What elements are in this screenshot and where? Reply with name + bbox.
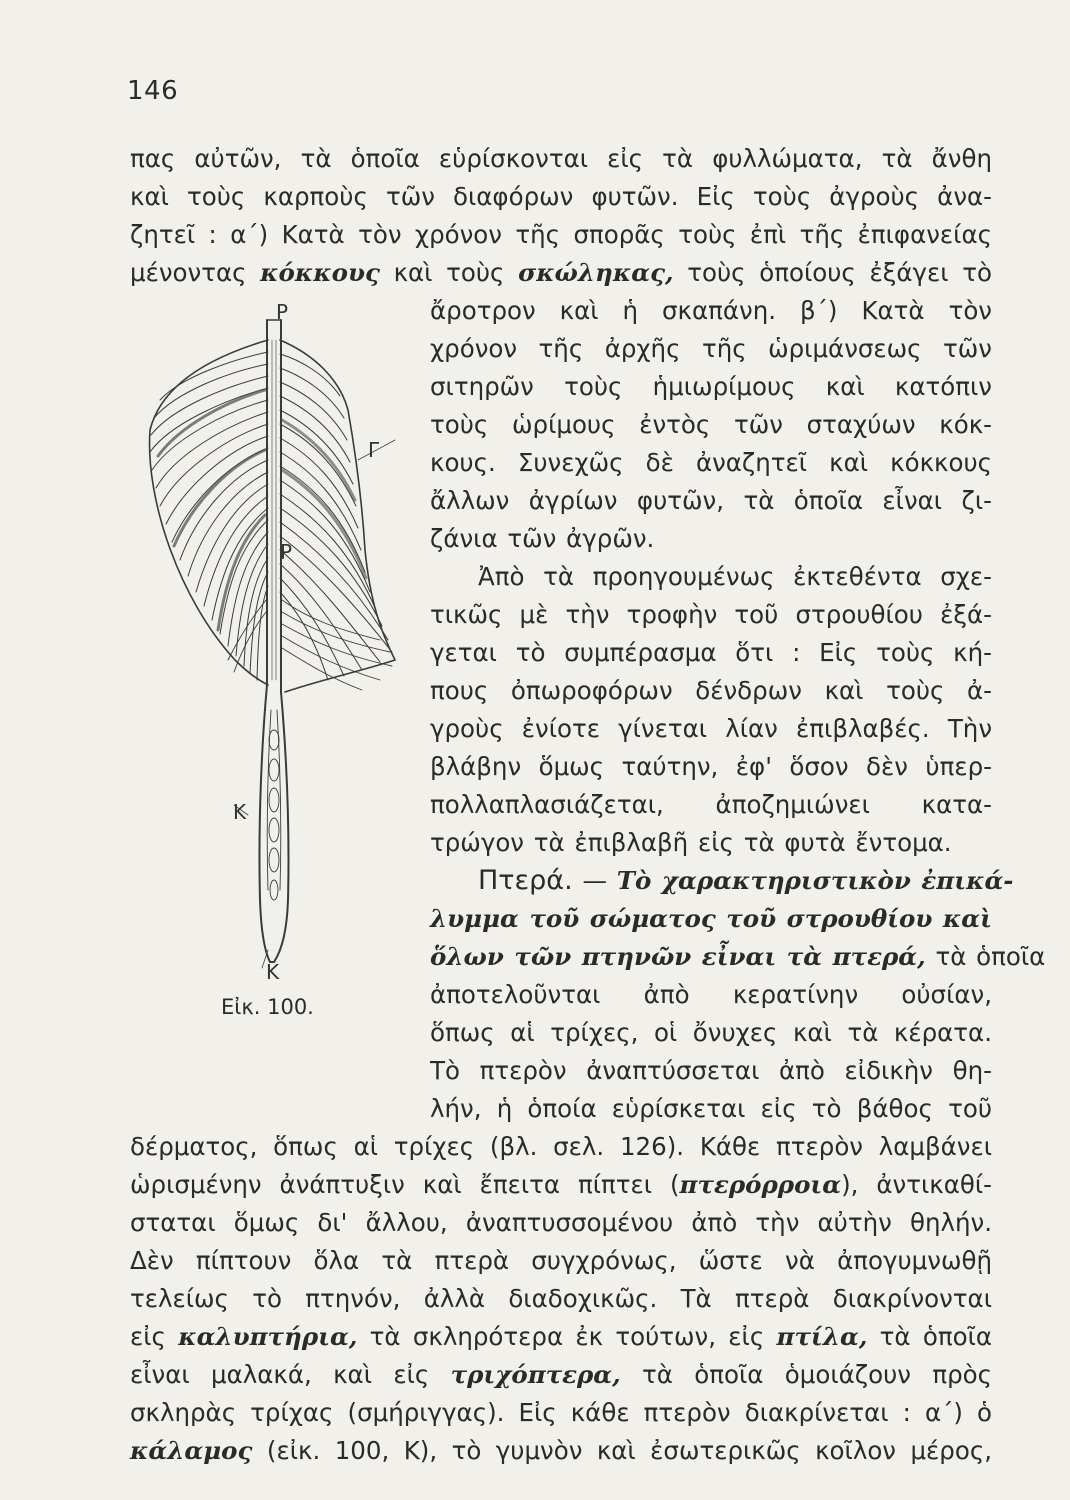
figure-caption: Εἰκ. 100. <box>221 995 314 1019</box>
text-line: Ἀπὸ τὰ προηγουμένως ἐκτεθέντα σχε- <box>478 562 992 591</box>
text-line: σιτηρῶν τοὺς ἡμιωρίμους καὶ κατόπιν <box>430 372 992 401</box>
emphasized-term: πτίλα, <box>776 1322 868 1351</box>
emphasized-term: σκώληκας, <box>518 258 674 287</box>
text-line: κους. Συνεχῶς δὲ ἀναζητεῖ καὶ κόκκους <box>430 448 992 477</box>
text-line: Δὲν πίπτουν ὅλα τὰ πτερὰ συγχρόνως, ὥστε νὰ ἀπογυμνωθῇ <box>130 1246 992 1275</box>
text-line: τοὺς ὡρίμους ἐντὸς τῶν σταχύων κόκ- <box>430 410 992 439</box>
text-line: καὶ τοὺς καρποὺς τῶν διαφόρων φυτῶν. Εἰς τοὺς ἀγροὺς ἀνα- <box>130 182 992 211</box>
section-heading-line: Πτερά. — Τὸ χαρακτηριστικὸν ἐπικά- <box>478 865 1014 896</box>
text-line: πους ὀπωροφόρων δένδρων καὶ τοὺς ἀ- <box>430 676 992 705</box>
text-line: σκληρὰς τρίχας (σμήριγγας). Εἰς κάθε πτερὸν διακρίνεται : α΄) ὁ <box>130 1398 992 1427</box>
section-heading: Πτερά. <box>478 865 573 896</box>
emphasized-term: πτερόρροια <box>679 1170 842 1199</box>
emphasized-term: κάλαμος <box>130 1436 253 1465</box>
text-line: ἄροτρον καὶ ἡ σκαπάνη. β΄) Κατὰ τὸν <box>430 296 992 325</box>
text-line: μένοντας κόκκους καὶ τοὺς σκώληκας, τοὺς ὁποίους ἐξάγει τὸ <box>130 258 992 287</box>
text-line: γροὺς ἐνίοτε γίνεται λίαν ἐπιβλαβές. Τὴν <box>430 714 992 743</box>
text-line: κάλαμος (εἰκ. 100, Κ), τὸ γυμνὸν καὶ ἐσωτερικῶς κοῖλον μέρος, <box>130 1436 992 1465</box>
text-line: ἄλλων ἀγρίων φυτῶν, τὰ ὁποῖα εἶναι ζι- <box>430 486 992 515</box>
emphasized-term: καλυπτήρια, <box>178 1322 358 1351</box>
feather-figure <box>140 300 420 990</box>
text-line: ζάνια τῶν ἀγρῶν. <box>430 524 655 553</box>
figure-label-kappa-left: Κ <box>233 800 247 824</box>
figure-label-rho-top: Ρ <box>276 300 289 324</box>
text-line: σταται ὅμως δι' ἄλλου, ἀναπτυσσομένου ἀπὸ τὴν αὐτὴν θηλήν. <box>130 1208 992 1237</box>
figure-label-rho-mid: Ρ <box>280 540 293 564</box>
text-line: ὅλων τῶν πτηνῶν εἶναι τὰ πτερά, τὰ ὁποῖα <box>430 942 1046 971</box>
text-line: δέρματος, ὅπως αἱ τρίχες (βλ. σελ. 126). Κάθε πτερὸν λαμβάνει <box>130 1132 992 1161</box>
emphasized-term: ὅλων τῶν πτηνῶν εἶναι τὰ πτερά, <box>430 942 926 971</box>
text-line: πολλαπλασιάζεται, ἀποζημιώνει κατα- <box>430 790 992 819</box>
text-line: εἰς καλυπτήρια, τὰ σκληρότερα ἐκ τούτων, εἰς πτίλα, τὰ ὁποῖα <box>130 1322 993 1351</box>
text-line: γεται τὸ συμπέρασμα ὅτι : Εἰς τοὺς κή- <box>430 638 992 667</box>
emphasized-term: Τὸ χαρακτηριστικὸν ἐπικά- <box>616 866 1014 895</box>
emphasized-term: τριχόπτερα, <box>450 1360 621 1389</box>
text-line: τρώγον τὰ ἐπιβλαβῆ εἰς τὰ φυτὰ ἔντομα. <box>430 828 952 857</box>
page-number: 146 <box>127 76 179 106</box>
text-line: χρόνον τῆς ἀρχῆς τῆς ὡριμάνσεως τῶν <box>430 334 992 363</box>
text-line: ἀποτελοῦνται ἀπὸ κερατίνην οὐσίαν, <box>430 980 992 1009</box>
emphasized-term: λυμμα τοῦ σώματος τοῦ στρουθίου καὶ <box>430 904 992 933</box>
text-line: πας αὐτῶν, τὰ ὁποῖα εὑρίσκονται εἰς τὰ φυλλώματα, τὰ ἄνθη <box>130 144 992 173</box>
text-line: ὡρισμένην ἀνάπτυξιν καὶ ἔπειτα πίπτει (πτερόρροια), ἀντικαθί- <box>130 1170 992 1199</box>
emphasized-term: κόκκους <box>260 258 380 287</box>
text-line: ὅπως αἱ τρίχες, οἱ ὄνυχες καὶ τὰ κέρατα. <box>430 1018 992 1047</box>
text-line: βλάβην ὅμως ταύτην, ἐφ' ὅσον δὲν ὑπερ- <box>430 752 992 781</box>
text-line: τελείως τὸ πτηνόν, ἀλλὰ διαδοχικῶς. Τὰ πτερὰ διακρίνονται <box>130 1284 992 1313</box>
text-line: εἶναι μαλακά, καὶ εἰς τριχόπτερα, τὰ ὁποῖα ὁμοιάζουν πρὸς <box>130 1360 992 1389</box>
figure-label-kappa-bottom: Κ <box>266 960 280 984</box>
figure-label-gamma: Γ <box>368 438 380 462</box>
text-line: τικῶς μὲ τὴν τροφὴν τοῦ στρουθίου ἐξά- <box>430 600 992 629</box>
feather-illustration-icon <box>140 300 420 990</box>
text-line: ζητεῖ : α΄) Κατὰ τὸν χρόνον τῆς σπορᾶς τοὺς ἐπὶ τῆς ἐπιφανείας <box>130 220 992 249</box>
text-line <box>430 902 992 936</box>
text-line: Τὸ πτερὸν ἀναπτύσσεται ἀπὸ εἰδικὴν θη- <box>430 1056 992 1085</box>
text-line: λήν, ἡ ὁποία εὑρίσκεται εἰς τὸ βάθος τοῦ <box>430 1094 992 1123</box>
